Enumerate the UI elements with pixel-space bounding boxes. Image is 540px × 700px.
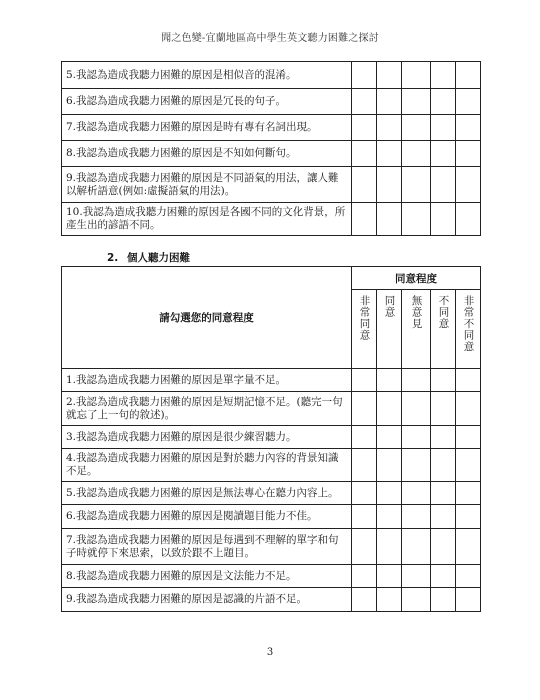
table-row: [62, 426, 481, 449]
answer-cell[interactable]: [352, 167, 377, 203]
question-text: 9.我認為造成我聽力困難的原因是不同語氣的用法，讓人難以解析語意(例如:虛擬語氣的用法)。: [62, 167, 352, 203]
answer-cell[interactable]: [352, 529, 377, 565]
answer-cell[interactable]: [402, 505, 431, 529]
table-row: [62, 203, 481, 236]
option-strongly-agree: 非常同意: [352, 290, 377, 369]
answer-cell[interactable]: [402, 588, 431, 612]
running-header: 聞之色變-宜蘭地區高中學生英文聽力困難之探討: [161, 33, 379, 44]
answer-cell[interactable]: [377, 565, 402, 588]
answer-cell[interactable]: [402, 565, 431, 588]
section-heading: [107, 250, 190, 265]
answer-cell[interactable]: [377, 482, 402, 505]
answer-cell[interactable]: [402, 449, 431, 482]
answer-cell[interactable]: [377, 588, 402, 612]
answer-cell[interactable]: [431, 141, 456, 167]
answer-cell[interactable]: [377, 449, 402, 482]
question-text: 9.我認為造成我聽力困難的原因是認識的片語不足。: [62, 588, 352, 612]
answer-cell[interactable]: [377, 529, 402, 565]
question-text: 3.我認為造成我聽力困難的原因是很少練習聽力。: [62, 426, 352, 449]
answer-cell[interactable]: [377, 369, 402, 392]
question-text: 5.我認為造成我聽力困難的原因是無法專心在聽力內容上。: [62, 482, 352, 505]
answer-cell[interactable]: [431, 505, 456, 529]
table-row: [62, 62, 481, 89]
answer-cell[interactable]: [352, 203, 377, 236]
option-agree: 同意: [377, 290, 402, 369]
answer-cell[interactable]: [377, 426, 402, 449]
answer-cell[interactable]: [352, 392, 377, 426]
answer-cell[interactable]: [352, 505, 377, 529]
question-text: 10.我認為造成我聽力困難的原因是各國不同的文化背景，所產生出的諺語不同。: [62, 203, 352, 236]
answer-cell[interactable]: [431, 565, 456, 588]
question-text: 2.我認為造成我聽力困難的原因是短期記憶不足。(聽完一句就忘了上一句的敘述)。: [62, 392, 352, 426]
table-row: [62, 505, 481, 529]
answer-cell[interactable]: [377, 203, 402, 236]
table-row: [62, 141, 481, 167]
answer-cell[interactable]: [402, 482, 431, 505]
answer-cell[interactable]: [431, 167, 456, 203]
table-row: [62, 449, 481, 482]
table-header-row: [62, 267, 481, 290]
table-row: [62, 529, 481, 565]
answer-cell[interactable]: [456, 426, 481, 449]
answer-cell[interactable]: [456, 369, 481, 392]
answer-cell[interactable]: [456, 115, 481, 141]
answer-cell[interactable]: [431, 449, 456, 482]
agreement-header: 同意程度: [352, 267, 481, 290]
answer-cell[interactable]: [377, 62, 402, 89]
table-row: [62, 392, 481, 426]
answer-cell[interactable]: [402, 203, 431, 236]
answer-cell[interactable]: [456, 62, 481, 89]
answer-cell[interactable]: [431, 482, 456, 505]
option-strongly-disagree: 非常不同意: [456, 290, 481, 369]
answer-cell[interactable]: [377, 89, 402, 115]
answer-cell[interactable]: [352, 482, 377, 505]
question-text: 6.我認為造成我聽力困難的原因是冗長的句子。: [62, 89, 352, 115]
table-row: [62, 115, 481, 141]
answer-cell[interactable]: [352, 89, 377, 115]
answer-cell[interactable]: [431, 426, 456, 449]
answer-cell[interactable]: [456, 141, 481, 167]
answer-cell[interactable]: [402, 167, 431, 203]
answer-cell[interactable]: [431, 89, 456, 115]
option-disagree: 不同意: [431, 290, 456, 369]
question-text: 4.我認為造成我聽力困難的原因是對於聽力內容的背景知識不足。: [62, 449, 352, 482]
answer-cell[interactable]: [431, 529, 456, 565]
answer-cell[interactable]: [352, 115, 377, 141]
instruction-header: 請勾選您的同意程度: [62, 267, 352, 369]
question-text: 8.我認為造成我聽力困難的原因是不知如何斷句。: [62, 141, 352, 167]
answer-cell[interactable]: [352, 369, 377, 392]
answer-cell[interactable]: [456, 588, 481, 612]
answer-cell[interactable]: [352, 141, 377, 167]
answer-cell[interactable]: [402, 89, 431, 115]
answer-cell[interactable]: [456, 167, 481, 203]
section-number: 2.: [107, 252, 119, 264]
answer-cell[interactable]: [456, 203, 481, 236]
table-row: [62, 565, 481, 588]
answer-cell[interactable]: [402, 115, 431, 141]
option-no-opinion: 無意見: [402, 290, 431, 369]
questionnaire-table: [61, 266, 481, 612]
answer-cell[interactable]: [352, 426, 377, 449]
answer-cell[interactable]: [456, 565, 481, 588]
answer-cell[interactable]: [456, 392, 481, 426]
answer-cell[interactable]: [377, 115, 402, 141]
answer-cell[interactable]: [377, 392, 402, 426]
questionnaire-table-continued: [61, 61, 481, 236]
table-row: [62, 167, 481, 203]
answer-cell[interactable]: [402, 529, 431, 565]
answer-cell[interactable]: [431, 62, 456, 89]
table-row: [62, 482, 481, 505]
table-row: [62, 588, 481, 612]
question-text: 7.我認為造成我聽力困難的原因是時有專有名詞出現。: [62, 115, 352, 141]
answer-cell[interactable]: [352, 449, 377, 482]
page-number: 3: [266, 647, 274, 658]
answer-cell[interactable]: [456, 89, 481, 115]
question-text: 5.我認為造成我聽力困難的原因是相似音的混淆。: [62, 62, 352, 89]
answer-cell[interactable]: [456, 449, 481, 482]
table-row: [62, 369, 481, 392]
answer-cell[interactable]: [456, 529, 481, 565]
answer-cell[interactable]: [431, 203, 456, 236]
answer-cell[interactable]: [377, 167, 402, 203]
answer-cell[interactable]: [431, 392, 456, 426]
table-row: [62, 89, 481, 115]
answer-cell[interactable]: [431, 369, 456, 392]
question-text: 6.我認為造成我聽力困難的原因是閱讀題目能力不佳。: [62, 505, 352, 529]
question-text: 8.我認為造成我聽力困難的原因是文法能力不足。: [62, 565, 352, 588]
answer-cell[interactable]: [456, 482, 481, 505]
answer-cell[interactable]: [402, 426, 431, 449]
answer-cell[interactable]: [352, 565, 377, 588]
answer-cell[interactable]: [431, 115, 456, 141]
answer-cell[interactable]: [402, 62, 431, 89]
answer-cell[interactable]: [402, 369, 431, 392]
answer-cell[interactable]: [456, 505, 481, 529]
section-title-text: 個人聽力困難: [127, 252, 190, 264]
answer-cell[interactable]: [352, 62, 377, 89]
answer-cell[interactable]: [377, 505, 402, 529]
question-text: 7.我認為造成我聽力困難的原因是每遇到不理解的單字和句子時就停下來思索，以致於跟不上題目。: [62, 529, 352, 565]
answer-cell[interactable]: [431, 588, 456, 612]
answer-cell[interactable]: [402, 392, 431, 426]
question-text: 1.我認為造成我聽力困難的原因是單字量不足。: [62, 369, 352, 392]
answer-cell[interactable]: [377, 141, 402, 167]
answer-cell[interactable]: [352, 588, 377, 612]
answer-cell[interactable]: [402, 141, 431, 167]
